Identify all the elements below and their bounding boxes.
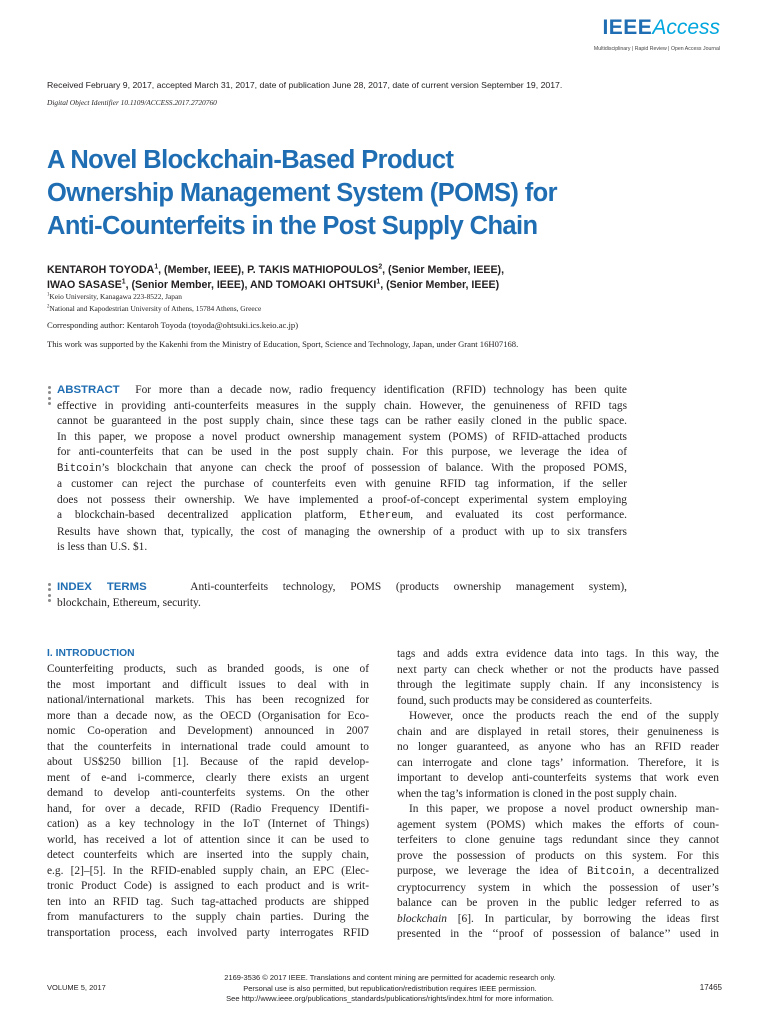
author-list xyxy=(47,263,727,293)
body-line: balance can be proven in the public ledger referred to as xyxy=(397,897,719,909)
abstract-line: for anti-counterfeits that can be used in the post supply chain. For this purpose, we leverage the idea of xyxy=(57,446,627,458)
page-number: 17465 xyxy=(699,983,722,992)
body-line: cation) as a key technology in the IoT (Internet of Things) xyxy=(47,818,369,830)
body-line: purpose, we leverage the idea of xyxy=(397,865,587,877)
logo-access: Access xyxy=(652,16,720,39)
code-term: Bitcoin xyxy=(57,462,102,475)
body-line: can interrogate and clone tags’ information. Therefore, it is xyxy=(397,756,719,769)
affiliation-text: National and Kapodestrian University of Athens, 15784 Athens, Greece xyxy=(49,304,262,313)
author-affil-mark: 2 xyxy=(378,263,383,271)
body-line: In this paper, we propose a novel product ownership man- xyxy=(409,803,719,815)
abstract-line: does not possess their ownership. We have implemented a proof-of-concept experimental system employing xyxy=(57,493,627,506)
funding-note: This work was supported by the Kakenhi from the Ministry of Education, Sport, Science and Technology, Japan, under Grant 16H07168. xyxy=(47,339,519,349)
affiliation xyxy=(47,292,182,301)
body-line: transportation process, each involved party interrogates RFID xyxy=(47,926,369,939)
author-name: P. TAKIS MATHIOPOULOS xyxy=(247,264,379,276)
abstract-line: For more than a decade now, radio frequency identification (RFID) technology has been quite xyxy=(135,384,627,396)
affiliation-number: 1 xyxy=(47,292,50,298)
affiliation-text: Keio University, Kanagawa 223-8522, Japan xyxy=(49,292,182,301)
abstract-line: a blockchain-based decentralized application platform, xyxy=(57,509,360,521)
body-line: important to develop anti-counterfeits systems that work even xyxy=(397,772,719,784)
right-column xyxy=(397,647,719,943)
title-line: Anti-Counterfeits in the Post Supply Chain xyxy=(47,212,538,240)
body-line: that the counterfeits in international trade could amount to xyxy=(47,740,369,753)
author-affil-mark: 1 xyxy=(154,263,159,271)
section-marker-icon xyxy=(48,386,54,408)
affiliation-number: 2 xyxy=(47,304,50,310)
abstract xyxy=(57,383,627,556)
author-role: , (Senior Member, IEEE), xyxy=(382,264,505,276)
index-terms-line: Anti-counterfeits technology, POMS (products ownership management system), xyxy=(190,581,628,593)
abstract-line: effective in providing anti-counterfeits measures in the supply chain. However, the genuineness of RFID tags xyxy=(57,399,627,412)
abstract-line: is less than U.S. $1. xyxy=(57,541,148,553)
body-line: the most important and difficult issues to deal with in xyxy=(47,678,369,691)
body-line: tronic Product Code) is assigned to each product and is writ- xyxy=(47,880,369,892)
paper-title xyxy=(47,144,607,243)
author-affil-mark: 1 xyxy=(376,278,381,286)
body-line: ment of e-and i-commerce, clearly there exists an urgent xyxy=(47,771,369,784)
body-line: about US$250 billion [1]. Because of the rapid develop- xyxy=(47,756,369,768)
index-terms-line: blockchain, Ethereum, security. xyxy=(57,596,201,609)
abstract-line: , and evaluated its cost performance. xyxy=(410,509,627,521)
body-line: terfeiters to clone genuine tags redundant since they cannot xyxy=(397,834,719,846)
body-line: through the legitimate supply chain. If any inconsistency is xyxy=(397,679,719,691)
logo-ieee: IEEE xyxy=(602,16,653,39)
body-line: nomic Co-operation and Development) announced in 2007 xyxy=(47,725,369,737)
body-line: next party can check whether or not the products have passed xyxy=(397,663,719,676)
body-line: cryptocurrency system in which the possession of user’s xyxy=(397,881,719,894)
author-role: , (Senior Member, IEEE), AND xyxy=(125,279,276,291)
body-line: when the tag’s information is cloned in the post supply chain. xyxy=(397,787,677,800)
body-line: demand to develop anti-counterfeits systems. On the other xyxy=(47,787,369,799)
abstract-line: In this paper, we propose a novel product ownership management system (POMS) of RFID-attached products xyxy=(57,430,627,443)
body-line: ten into an RFID tag. Such tag-attached products are shipped xyxy=(47,895,369,908)
affiliation xyxy=(47,304,261,313)
journal-tagline: Multidisciplinary | Rapid Review | Open Access Journal xyxy=(593,46,720,52)
body-line: detect counterfeits which are inserted into the supply chain, xyxy=(47,849,369,861)
body-line: hand, for over a decade, RFID (Radio Frequency IDentifi- xyxy=(47,802,369,815)
copyright-line: See http://www.ieee.org/publications_standards/publications/rights/index.html for more information. xyxy=(226,994,554,1003)
body-italic: blockchain xyxy=(397,912,447,925)
body-line: Counterfeiting products, such as branded goods, is one of xyxy=(47,663,369,675)
title-line: Ownership Management System (POMS) for xyxy=(47,179,557,207)
author-name: IWAO SASASE xyxy=(47,279,122,291)
body-line: from manufacturers to the supply chain parties. During the xyxy=(47,911,369,923)
code-term: Ethereum xyxy=(359,510,411,522)
body-line: presented in the ‘‘proof of possession of balance’’ used in xyxy=(397,928,719,940)
title-line: A Novel Blockchain-Based Product xyxy=(47,146,454,174)
abstract-line: cannot be guaranteed in the post supply chain, since these tags can be rather easily cloned in the public space. xyxy=(57,415,627,427)
copyright-line: Personal use is also permitted, but republication/redistribution requires IEEE permission. xyxy=(243,983,537,993)
code-term: Bitcoin xyxy=(586,866,632,878)
body-line: more than a decade now, as the OECD (Organisation for Eco- xyxy=(47,709,369,722)
body-line: chain and are displayed in retail stores, their genuineness is xyxy=(397,725,719,738)
body-line: [6]. In particular, by borrowing the ideas first xyxy=(446,912,719,925)
corresponding-author: Corresponding author: Kentaroh Toyoda (toyoda@ohtsuki.ics.keio.ac.jp) xyxy=(47,320,299,330)
copyright-line: 2169-3536 © 2017 IEEE. Translations and content mining are permitted for academic research only. xyxy=(224,973,556,982)
author-name: KENTAROH TOYODA xyxy=(47,264,155,276)
body-line: agement system (POMS) which makes the efforts of coun- xyxy=(397,818,719,831)
index-terms xyxy=(57,580,627,611)
section-heading: I. INTRODUCTION xyxy=(47,648,135,659)
received-dates: Received February 9, 2017, accepted March 31, 2017, date of publication June 28, 2017, date of current version September 19, 2017. xyxy=(47,80,563,90)
volume-label: VOLUME 5, 2017 xyxy=(47,983,106,992)
journal-logo xyxy=(592,16,720,56)
author-role: , (Senior Member, IEEE) xyxy=(380,279,500,291)
body-line: , a decentralized xyxy=(631,865,719,877)
body-line: world, has received a lot of attention since it can be used to xyxy=(47,833,369,846)
body-line: tags and adds extra evidence data into tags. In this way, the xyxy=(397,648,719,660)
body-line: However, once the products reach the end of the supply xyxy=(409,710,719,722)
body-line: found, such products may be considered as counterfeits. xyxy=(397,694,653,707)
section-marker-icon xyxy=(48,583,54,605)
abstract-line: ’s blockchain that anyone can check the proof of possession of balance. With the proposed POMS, xyxy=(101,461,627,474)
abstract-heading: ABSTRACT xyxy=(57,384,120,396)
abstract-line: Results have shown that, typically, the cost of managing the ownership of a product with up to six transfers xyxy=(57,525,627,538)
author-name: TOMOAKI OHTSUKI xyxy=(275,279,377,291)
body-line: prove the possession of products on this system. For this xyxy=(397,849,719,862)
author-affil-mark: 1 xyxy=(121,278,126,286)
abstract-line: a customer can reject the purchase of counterfeits even with genuine RFID tag information, if the seller xyxy=(57,478,627,490)
left-column xyxy=(47,662,369,941)
body-line: no longer guaranteed, as anyone who has an RFID reader xyxy=(397,741,719,753)
index-terms-heading: INDEX TERMS xyxy=(57,581,147,593)
body-line: national/international markets. This has been recognized for xyxy=(47,694,369,706)
copyright-notice xyxy=(150,973,630,1005)
author-role: , (Member, IEEE), xyxy=(158,264,248,276)
doi: Digital Object Identifier 10.1109/ACCESS.2017.2720760 xyxy=(47,98,217,107)
body-line: e.g. [2]–[5]. In the RFID-enabled supply chain, an EPC (Elec- xyxy=(47,864,369,877)
